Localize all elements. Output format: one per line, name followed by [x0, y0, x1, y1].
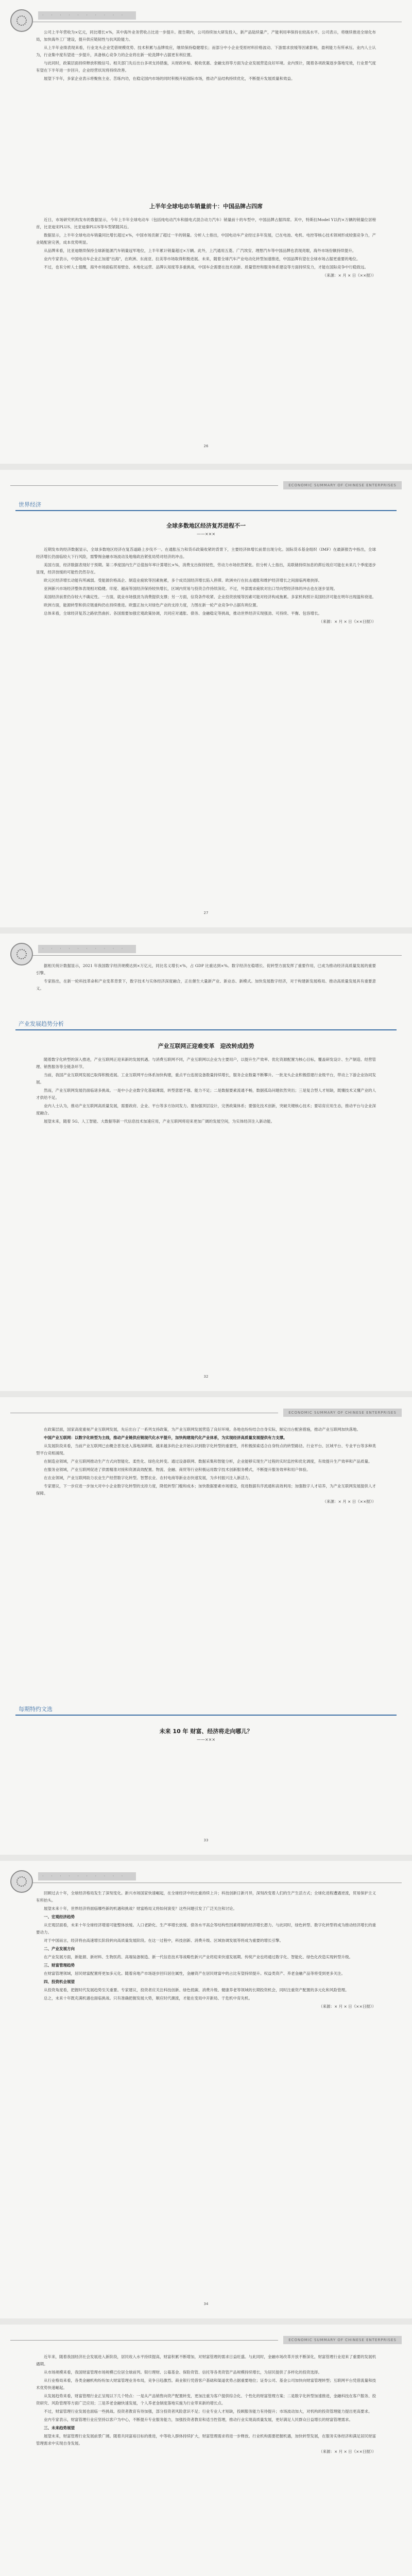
page-2	[0, 470, 412, 927]
paragraph: 从发展阶段来看，当前产业互联网已由概念普及进入落地深耕期。越来越多的企业开始认识到数字化转型的重要性，并积极探索适合自身特点的转型路径。行业平台、区域平台、专业平台等多种类型平台竞相涌现。	[36, 1444, 376, 1455]
paragraph: 随着数字化转型的深入推进，产业互联网正迎来新的发展机遇。与消费互联网不同，产业互联网以企业为主要用户，以提升生产效率、优化资源配置为核心目标，覆盖研发设计、生产制造、经营管理、销售服务等全链条环节。	[36, 1057, 376, 1069]
paragraph: 不过，财富管理行业发展也面临一些挑战。投资者教育有待加强，部分投资者风险意识不足；行业专业人才短缺，投顾服务能力有待提升；市场波动加大，对机构的投资管理能力提出更高要求。	[44, 2409, 372, 2414]
paragraph: 对于中国而言，经济将由高速增长阶段转向高质量发展阶段。在这一过程中，科技创新、消费升级、区域协调发展等将成为重要的增长引擎。	[44, 1938, 283, 1943]
paragraph: 展望未来，随着 5G、人工智能、大数据等新一代信息技术加速应用，产业互联网将迎来更加广阔的发展空间，为实体经济注入新动能。	[44, 1119, 275, 1124]
header-band	[38, 1872, 136, 1880]
paragraph: 展望未来十年，世界经济将面临哪些新的机遇和挑战？财富格局又将如何演变？这些问题引发了广泛关注和讨论。	[44, 1906, 237, 1911]
paragraph: 从市场规模来看，我国财富管理市场规模已位居全球前列。银行理财、公募基金、保险资管、信托等各类资管产品规模持续增长，为居民提供了多样化的投资选择。	[44, 2370, 322, 2375]
header-band	[283, 2336, 402, 2344]
page-header	[10, 1870, 402, 1883]
section-heading	[15, 497, 397, 511]
paragraph: 专家指出，在新一轮科技革命和产业变革背景下，数字技术与实体经济深度融合，正在催生大量新产业、新业态、新模式。加快发展数字经济，对于构建新发展格局、推动高质量发展具有重要意义。	[36, 979, 376, 991]
page-header	[10, 2334, 402, 2346]
header-band-text: · · · · · · · · · ·	[42, 1874, 126, 1878]
header-band	[38, 11, 136, 20]
paragraph: 中国产业互联网：以数字化转型为主线，推动产业链供应链现代化水平提升，加快构建现代化产业体系，为实现经济高质量发展提供有力支撑。	[44, 1435, 287, 1440]
article-text	[36, 216, 376, 280]
header-band	[283, 481, 402, 489]
paragraph: 美国方面，经济数据表现好于预期。第二季度国内生产总值按年率计算增长×%，消费支出保持韧性，劳动力市场依然紧张。但分析人士指出，美联储持续加息的滞后效应可能在未来几个季度逐步显现，经济放缓的可能性仍然存在。	[36, 563, 376, 574]
paragraph: 在财富管理领域，居民财富配置将更加多元化。随着房地产市场逐步回归居住属性，金融资产在居民财富中的占比有望持续提升。权益类资产、养老金融产品等将受到更多关注。	[44, 1971, 345, 1976]
emblem-icon	[10, 943, 33, 965]
source-note: （来源：× 月 × 日《××日报》）	[318, 2449, 376, 2454]
article-text	[36, 1426, 376, 1506]
paragraph: 在政策层面，国家高度重视产业互联网发展，先后出台了一系列支持政策，为产业互联网发展营造了良好环境。各地也纷纷结合自身实际，制定出台配套措施，推动产业互联网加快落地。	[44, 1427, 360, 1432]
paragraph: 从发展趋势来看，财富管理行业正呈现以下几个特点：一是从产品销售向资产配置转变，更加注重为客户提供综合化、个性化的财富管理方案；二是数字化转型加速推进，金融科技在客户服务、投资研究、风险管理等方面广泛应用；三是养老金融快速发展，个人养老金制度落地实施为行业带来新的增长点。	[36, 2394, 376, 2405]
article-text	[36, 1890, 376, 2011]
source-note: （来源：× 月 × 日《××报》）	[322, 273, 376, 278]
paragraph: 展望下半年，多家企业表示将聚焦主业、苦练内功，在稳定国内市场的同时积极开拓国际市场，推动产品结构持续优化，不断提升发展质量和效益。	[44, 76, 295, 81]
header-rule	[10, 2340, 278, 2341]
page-number: 33	[203, 1838, 209, 1842]
source-note: （来源：× 月 × 日《××日报》）	[318, 619, 376, 624]
article-byline: ——×××	[196, 1737, 216, 1742]
paragraph: 在服务业领域，产业互联网促进了供需精准对接和资源高效配置。物流、金融、商贸等行业积极运用数字技术创新服务模式，不断提升服务效率和用户体验。	[44, 1467, 311, 1472]
article-title: 全球多数地区经济复苏进程不一	[166, 522, 246, 529]
header-band-text: · · · · · · · · · ·	[42, 946, 126, 951]
header-band	[38, 945, 136, 953]
header-band	[283, 1409, 402, 1417]
page-header	[10, 479, 402, 492]
article-title: 产业互联网正迎难变革 迎改转成趋势	[158, 1043, 254, 1049]
article-text	[36, 1056, 376, 1126]
paragraph: 从行业格局来看，各类金融机构纷纷加大财富管理业务布局，竞争日趋激烈。商业银行凭借客户基础和渠道优势占据重要地位；证券公司、基金公司加快向财富管理转型；互联网平台凭借流量和技术优势快速崛起。	[36, 2378, 376, 2390]
paragraph: 近年来，随着我国经济社会发展进入新阶段，居民收入水平持续提高，财富积累不断增加，对财富管理的需求日益旺盛。与此同时，金融市场改革开放不断深化，财富管理行业迎来了重要的发展机遇期。	[36, 2354, 376, 2366]
paragraph: 然而，产业互联网发展仍面临诸多挑战。一是中小企业数字化基础薄弱，转型意愿不强、能力不足；二是数据要素流通不畅，数据孤岛问题依然突出；三是复合型人才短缺，既懂技术又懂产业的人才供给不足。	[36, 1088, 376, 1100]
page-number: 34	[203, 2302, 209, 2306]
paragraph: 从品牌来看，比亚迪继续保持全球新能源汽车销量冠军地位，上半年累计销量超过×万辆。此外，上汽通用五菱、广汽埃安、理想汽车等中国品牌也表现亮眼，海外市场份额持续提升。	[44, 248, 356, 253]
section-heading	[15, 1701, 397, 1716]
intro-text	[36, 962, 376, 993]
article-byline: ——×××	[196, 532, 216, 536]
paragraph: 回顾过去十年，全球经济格局发生了深刻变化。新兴市场国家快速崛起，在全球经济中的比重持续上升；科技创新日新月异，深刻改变着人们的生产生活方式；全球化进程遭遇逆流，贸易保护主义有所抬头。	[36, 1891, 376, 1903]
paragraph: 欧洲方面，能源转型和供应链重构仍在持续推进。欧盟正加大对绿色产业的支持力度，力图在新一轮产业竞争中占据有利位置。	[44, 603, 260, 607]
paragraph: 在制造业领域，产业互联网推动生产方式向智能化、柔性化、绿色化转变。通过设备联网、数据采集和智能分析，企业能够实现生产过程的实时监控和优化调度，有效提升生产效率和产品质量。	[44, 1459, 372, 1464]
page-header	[10, 9, 402, 22]
paragraph: 业内人士认为，推动产业互联网高质量发展，需要政府、企业、平台等多方协同发力。要加强顶层设计，完善政策体系；要强化技术创新，突破关键核心技术；要培育应用生态，推动平台与企业深度融合。	[36, 1104, 376, 1115]
paragraph: 二、产业发展方向	[44, 1946, 75, 1951]
page-3	[0, 934, 412, 1391]
header-band-text: ECONOMIC SUMMARY OF CHINESE ENTERPRISES	[288, 1411, 397, 1415]
paragraph: 公司上半年营收为×亿元，同比增长×%，其中海外业务营收占比进一步提升。报告期内，公司持续加大研发投入，新产品陆续量产，产能利用率保持在较高水平。公司表示，将继续推进全球化布局，加快海外工厂建设，提升供应链韧性与抗风险能力。	[36, 30, 376, 42]
page-number: 32	[203, 1375, 209, 1379]
paragraph: 业内专家表示，中国电动车企业正加速"出海"，在欧洲、东南亚、拉美等市场取得积极进展。未来，随着全球汽车产业电动化转型加速推进，中国品牌有望在全球市场占据更重要的地位。	[44, 257, 360, 261]
paragraph: 三、未来趋势展望	[44, 2426, 75, 2430]
paragraph: 数据显示，上半年全球电动车销量同比增长超过×%，中国市场贡献了超过一半的销量。分析人士指出，中国电动车产业经过多年发展，已在电池、电机、电控等核心技术领域形成较强竞争力，产业链配套完善，成本优势明显。	[36, 233, 376, 245]
paragraph: 欧元区经济增长动能有所减弱。受能源价格高企、制造业疲软等因素拖累，多个成员国经济增长陷入停滞。欧洲央行在抗击通胀和维护经济增长之间面临两难抉择。	[44, 578, 322, 583]
emblem-icon	[10, 1870, 33, 1893]
page-number: 27	[203, 911, 209, 915]
article-text	[36, 2353, 376, 2456]
paragraph: 近日，市场研究机构发布的数据显示，今年上半年全球电动车（包括纯电动汽车和插电式混合动力汽车）销量前十的车型中，中国品牌占据四席。其中，特斯拉Model Y以约×万辆的销量位居榜首，比亚迪宋PLUS、比亚迪秦PLUS等车型紧随其后。	[36, 217, 376, 229]
paragraph: 不过，也有分析人士提醒，海外市场面临贸易壁垒、本地化运营、品牌认知度等多重挑战，中国车企需要在技术创新、质量管控和服务体系建设等方面持续发力，才能在国际竞争中行稳致远。	[44, 265, 368, 269]
paragraph: 据相关统计数据显示，2021 年我国数字经济规模达到×万亿元，同比名义增长×%，占 GDP 比重达到×%。数字经济在稳增长、促转型方面发挥了重要作用，已成为推动经济高质量发展的重要引擎。	[36, 963, 376, 975]
section-heading-text: 每期特约文选	[19, 1706, 53, 1713]
paragraph: 总之，未来十年既充满机遇也面临挑战。只有准确把握发展大势，顺应时代潮流，才能在变局中开新局、于危机中育先机。	[44, 1996, 252, 2001]
paragraph: 展望未来，财富管理行业发展前景广阔。随着共同富裕目标的推进，中等收入群体持续扩大，财富管理需求将进一步释放。行业机构需要把握机遇，加快转型发展，在服务实体经济和满足居民财富管理需求中实现自身发展。	[36, 2434, 376, 2446]
paragraph: 总体来看，全球经济复苏之路依然曲折。各国需要加强宏观政策协调，共同应对通胀、债务、金融稳定等挑战，推动世界经济实现强劲、可持续、平衡、包容增长。	[44, 611, 322, 616]
paragraph: 美国经济前景仍存较大不确定性。一方面，就业市场强劲为消费提供支撑；另一方面，信贷条件收紧、企业投资放缓等因素可能对经济构成拖累。多家机构预计美国经济可能在明年出现温和衰退。	[44, 595, 376, 599]
paragraph: 在产业发展方面，新能源、新材料、生物医药、高端装备制造、新一代信息技术等战略性新兴产业将迎来快速发展期。传统产业也将通过数字化、智能化、绿色化改造实现转型升级。	[44, 1955, 353, 1959]
emblem-icon	[10, 9, 33, 32]
paragraph: 与此同时，政策层面持续释放积极信号。相关部门先后出台多项支持措施，从财政补贴、税收优惠、金融支持等方面为企业发展营造良好环境。业内预计，随着各项政策逐步落地见效，行业景气度有望在下半年进一步回升，企业经营状况将持续改善。	[36, 61, 376, 73]
paragraph: 亚洲新兴市场经济整体表现相对稳健。印度、越南等国经济保持较快增长，区域内贸易与投资合作持续深化。不过，外部需求疲软对出口导向型经济体的冲击也在逐步显现。	[44, 586, 337, 591]
paragraph: 当前，我国产业互联网发展已取得积极进展。工业互联网平台体系加快构建，重点平台连接设备数量持续增长，服务企业数量不断攀升。一批龙头企业积极搭建行业级平台，带动上下游企业协同发展。	[36, 1073, 376, 1084]
page-4	[0, 1397, 412, 1855]
paragraph: 近期发布的经济数据显示，全球多数地区经济在复苏道路上步伐不一。在通胀压力和货币政策收紧的背景下，主要经济体增长前景出现分化。国际货币基金组织（IMF）在最新报告中指出，全球经济增长仍面临较大下行风险，需警惕金融市场波动及地缘政治紧张局势对经济的冲击。	[36, 547, 376, 559]
paragraph: 四、投资机会展望	[44, 1979, 75, 1984]
page-header	[10, 1406, 402, 1419]
section-heading-text: 世界经济	[19, 501, 41, 508]
paragraph: 一、宏观经济趋势	[44, 1914, 75, 1919]
source-note: （来源：× 月 × 日《××日报》）	[318, 2004, 376, 2009]
page-header	[10, 943, 402, 956]
section-heading	[15, 1016, 397, 1030]
paragraph: 三、财富管理趋势	[44, 1963, 75, 1968]
page-5	[0, 1861, 412, 2318]
paragraph: 从宏观层面看，未来十年全球经济增速可能整体放缓。人口老龄化、生产率增长放缓、债务水平高企等结构性因素将制约经济增长潜力。与此同时，绿色转型、数字化转型将成为推动经济增长的重要动力。	[36, 1923, 376, 1935]
header-band-text: ECONOMIC SUMMARY OF CHINESE ENTERPRISES	[288, 483, 397, 487]
article-title: 未来 10 年 财富、经济将走向哪儿？	[159, 1728, 253, 1735]
header-band-text: ECONOMIC SUMMARY OF CHINESE ENTERPRISES	[288, 2338, 397, 2342]
source-note: （来源：× 月 × 日《××报》）	[322, 1499, 376, 1504]
header-band-text: · · · · · · · · · ·	[42, 13, 126, 18]
article-text	[36, 546, 376, 626]
page-6	[0, 2325, 412, 2576]
section-heading-text: 产业发展趋势分析	[19, 1021, 64, 1027]
article-title: 上半年全球电动车销量前十：中国品牌占四席	[149, 203, 263, 210]
header-rule	[10, 485, 278, 486]
page-1	[0, 0, 412, 464]
paragraph: 专家建议，下一步应进一步加大对中小企业数字化转型的支持力度，降低转型门槛和成本；加快数据要素市场建设，促进数据有序流通和高效利用；加强数字人才培养，为产业互联网发展提供人才保障。	[36, 1484, 376, 1496]
intro-text	[36, 29, 376, 83]
paragraph: 从投资角度看，把握时代发展趋势至关重要。专家建议，投资者应关注科技创新、绿色低碳、消费升级、健康养老等领域的长期投资机会，同时注重资产配置的多元化和风险管理。	[44, 1988, 349, 1992]
paragraph: 从上半年业绩表现来看，行业龙头企业凭借规模优势、技术积累与品牌效应，继续保持稳健增长；而部分中小企业受原材料价格波动、下游需求放缓等因素影响，盈利能力有所承压。业内人士认为，行业集中度有望进一步提升，具备核心竞争力的企业将在新一轮洗牌中占据更有利位置。	[36, 45, 376, 57]
paragraph: 业内专家表示，财富管理行业应坚持以客户为中心，不断提升专业服务能力，加强投资者教育和适当性管理，推动行业实现高质量发展，更好满足人民群众日益增长的财富管理需求。	[44, 2417, 353, 2422]
page-number: 26	[203, 444, 209, 448]
paragraph: 在农业领域，产业互联网助力农业生产经营数字化转型。智慧农业、农村电商等新业态快速发展，为乡村振兴注入新活力。	[44, 1476, 252, 1480]
